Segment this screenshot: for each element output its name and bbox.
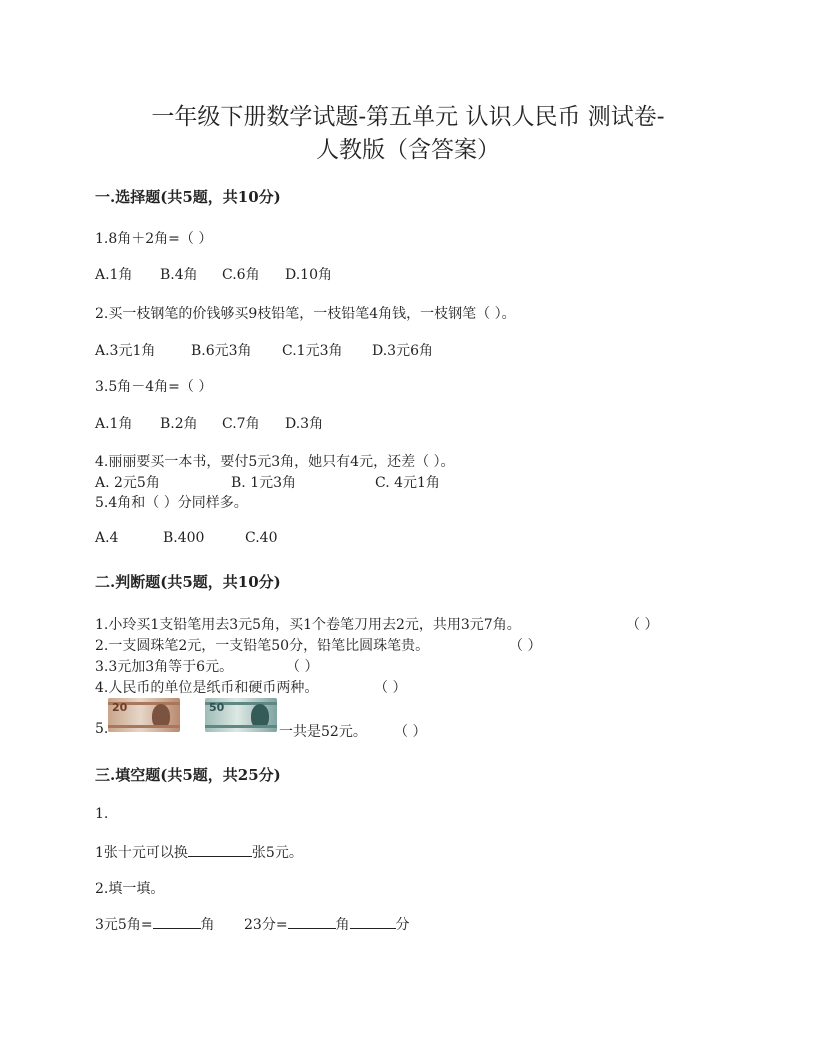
choice-q5-option: C.40	[245, 530, 278, 546]
judge-q5-text: 一共是52元。	[279, 724, 367, 740]
choice-q1-option: B.4角	[160, 267, 198, 283]
judge-q5-paren: （ ）	[394, 724, 427, 740]
judge-q3-paren: （ ）	[286, 659, 319, 675]
choice-q5-option: B.400	[163, 530, 205, 546]
page-title-line2: 人教版（含答案）	[316, 137, 500, 163]
banknote-20-value: 20	[112, 701, 128, 714]
choice-q3-option: B.2角	[160, 416, 198, 432]
fill-q2a-blank[interactable]	[153, 914, 201, 929]
section-heading-judge: 二.判断题(共5题，共10分)	[95, 573, 281, 591]
fill-q1-number: 1.	[95, 806, 109, 822]
fill-q1-prefix: 1张十元可以换	[95, 845, 188, 861]
choice-q4-option: C. 4元1角	[375, 475, 440, 491]
judge-q1-text: 1.小玲买1支铅笔用去3元5角，买1个卷笔刀用去2元，共用3元7角。	[95, 617, 521, 633]
choice-q1-option: C.6角	[222, 267, 260, 283]
fill-q2a-prefix: 3元5角=	[95, 917, 153, 933]
choice-q4-option: B. 1元3角	[231, 475, 297, 491]
choice-q2-option: D.3元6角	[372, 343, 433, 359]
judge-q4-text: 4.人民币的单位是纸币和硬币两种。	[95, 680, 319, 696]
judge-q4-paren: （ ）	[374, 680, 407, 696]
section-heading-choice: 一.选择题(共5题，共10分)	[95, 188, 281, 206]
choice-q2-option: C.1元3角	[282, 343, 343, 359]
choice-q3-option: D.3角	[285, 416, 324, 432]
judge-q5-number: 5.	[95, 721, 109, 737]
fill-q1-blank[interactable]	[188, 842, 252, 857]
fill-q2-stem: 2.填一填。	[95, 881, 165, 897]
choice-q5-option: A.4	[95, 530, 119, 546]
judge-q2-paren: （ ）	[509, 638, 542, 654]
fill-q2-part-a	[95, 914, 215, 934]
choice-q1-option: D.10角	[285, 267, 332, 283]
choice-q2-option: B.6元3角	[191, 343, 252, 359]
judge-q2-text: 2.一支圆珠笔2元，一支铅笔50分，铅笔比圆珠笔贵。	[95, 638, 430, 654]
choice-q5-stem: 5.4角和（ ）分同样多。	[95, 495, 248, 511]
choice-q1-stem: 1.8角＋2角=（ ）	[95, 231, 213, 247]
judge-q1-paren: （ ）	[626, 617, 659, 633]
choice-q1-option: A.1角	[95, 267, 133, 283]
fill-q2b-unit-fen: 分	[395, 917, 410, 933]
fill-q2b-blank-jiao[interactable]	[288, 914, 336, 929]
choice-q4-option: A. 2元5角	[95, 475, 160, 491]
banknote-20-image	[108, 698, 180, 732]
fill-q2b-prefix: 23分=	[244, 917, 288, 933]
section-heading-fill: 三.填空题(共5题，共25分)	[95, 766, 281, 784]
fill-q1-line	[95, 842, 303, 862]
fill-q2b-blank-fen[interactable]	[350, 914, 396, 929]
fill-q2a-unit: 角	[200, 917, 215, 933]
choice-q3-option: C.7角	[222, 416, 260, 432]
fill-q2b-unit-jiao: 角	[335, 917, 350, 933]
choice-q3-option: A.1角	[95, 416, 133, 432]
judge-q3-text: 3.3元加3角等于6元。	[95, 659, 234, 675]
choice-q2-stem: 2.买一枝钢笔的价钱够买9枝铅笔，一枝铅笔4角钱，一枝钢笔（ ）。	[95, 306, 516, 322]
choice-q2-option: A.3元1角	[95, 343, 156, 359]
banknote-50-value: 50	[209, 701, 225, 714]
page-title-line1: 一年级下册数学试题-第五单元 认识人民币 测试卷-	[151, 104, 665, 130]
choice-q4-stem: 4.丽丽要买一本书，要付5元3角，她只有4元，还差（ ）。	[95, 454, 455, 470]
fill-q1-suffix: 张5元。	[251, 845, 303, 861]
choice-q3-stem: 3.5角－4角=（ ）	[95, 379, 213, 395]
fill-q2-part-b	[244, 914, 410, 934]
banknote-50-image	[205, 698, 277, 732]
